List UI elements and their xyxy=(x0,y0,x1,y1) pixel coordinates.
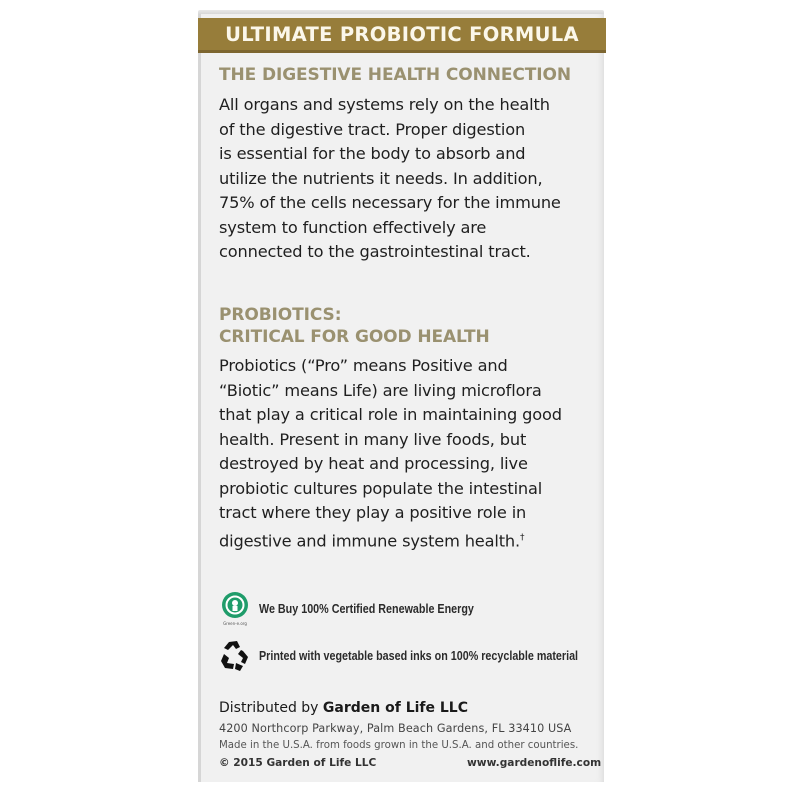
text-line: “Biotic” means Life) are living microflora xyxy=(219,380,542,400)
text-line: destroyed by heat and processing, live xyxy=(219,454,528,473)
heading-line: PROBIOTICS: xyxy=(219,305,342,325)
text-line: that play a critical role in maintaining good xyxy=(219,405,562,424)
renewable-energy-text: We Buy 100% Certified Renewable Energy xyxy=(259,602,474,616)
text-line: health. Present in many live foods, but xyxy=(219,429,527,449)
section-heading-digestive: THE DIGESTIVE HEALTH CONNECTION xyxy=(219,65,571,85)
recyclable-material-badge xyxy=(217,638,630,674)
section-heading-probiotics xyxy=(219,304,490,348)
renewable-energy-badge xyxy=(217,591,509,627)
banner-title: ULTIMATE PROBIOTIC FORMULA xyxy=(225,22,579,46)
text-line xyxy=(219,526,604,554)
distributor-line xyxy=(219,700,468,716)
made-in-statement: Made in the U.S.A. from foods grown in the U.S.A. and other countries. xyxy=(219,740,579,751)
text-line: 75% of the cells necessary for the immune xyxy=(219,193,561,212)
recyclable-material-text: Printed with vegetable based inks on 100% recyclable material xyxy=(259,649,579,663)
footnote-dagger: † xyxy=(520,532,525,543)
text-line: Probiotics (“Pro” means Positive and xyxy=(219,356,508,375)
copyright: © 2015 Garden of Life LLC xyxy=(219,757,377,769)
section-body-digestive xyxy=(219,93,604,265)
company-name: Garden of Life LLC xyxy=(322,700,469,716)
text-line-last: digestive and immune system health. xyxy=(219,530,521,550)
text-line: All organs and systems rely on the health xyxy=(219,95,550,114)
recycle-icon xyxy=(217,638,253,674)
text-line: is essential for the body to absorb and xyxy=(219,144,526,163)
banner xyxy=(198,18,606,53)
distributed-prefix: Distributed by xyxy=(219,700,323,716)
heading-line: CRITICAL FOR GOOD HEALTH xyxy=(219,327,490,347)
green-e-energy-icon xyxy=(217,591,253,627)
text-line: tract where they play a positive role in xyxy=(219,503,527,522)
text-line: connected to the gastrointestinal tract. xyxy=(219,242,531,261)
section-body-probiotics xyxy=(219,354,604,553)
text-line: of the digestive tract. Proper digestion xyxy=(219,119,526,139)
website-url: www.gardenoflife.com xyxy=(467,757,602,769)
text-line: probiotic cultures populate the intestinal xyxy=(219,478,543,498)
text-line: system to function effectively are xyxy=(219,217,487,237)
text-line: utilize the nutrients it needs. In addition, xyxy=(219,168,543,188)
company-address: 4200 Northcorp Parkway, Palm Beach Gardens, FL 33410 USA xyxy=(219,722,572,735)
svg-text:Green-e.org: Green-e.org xyxy=(223,621,247,626)
